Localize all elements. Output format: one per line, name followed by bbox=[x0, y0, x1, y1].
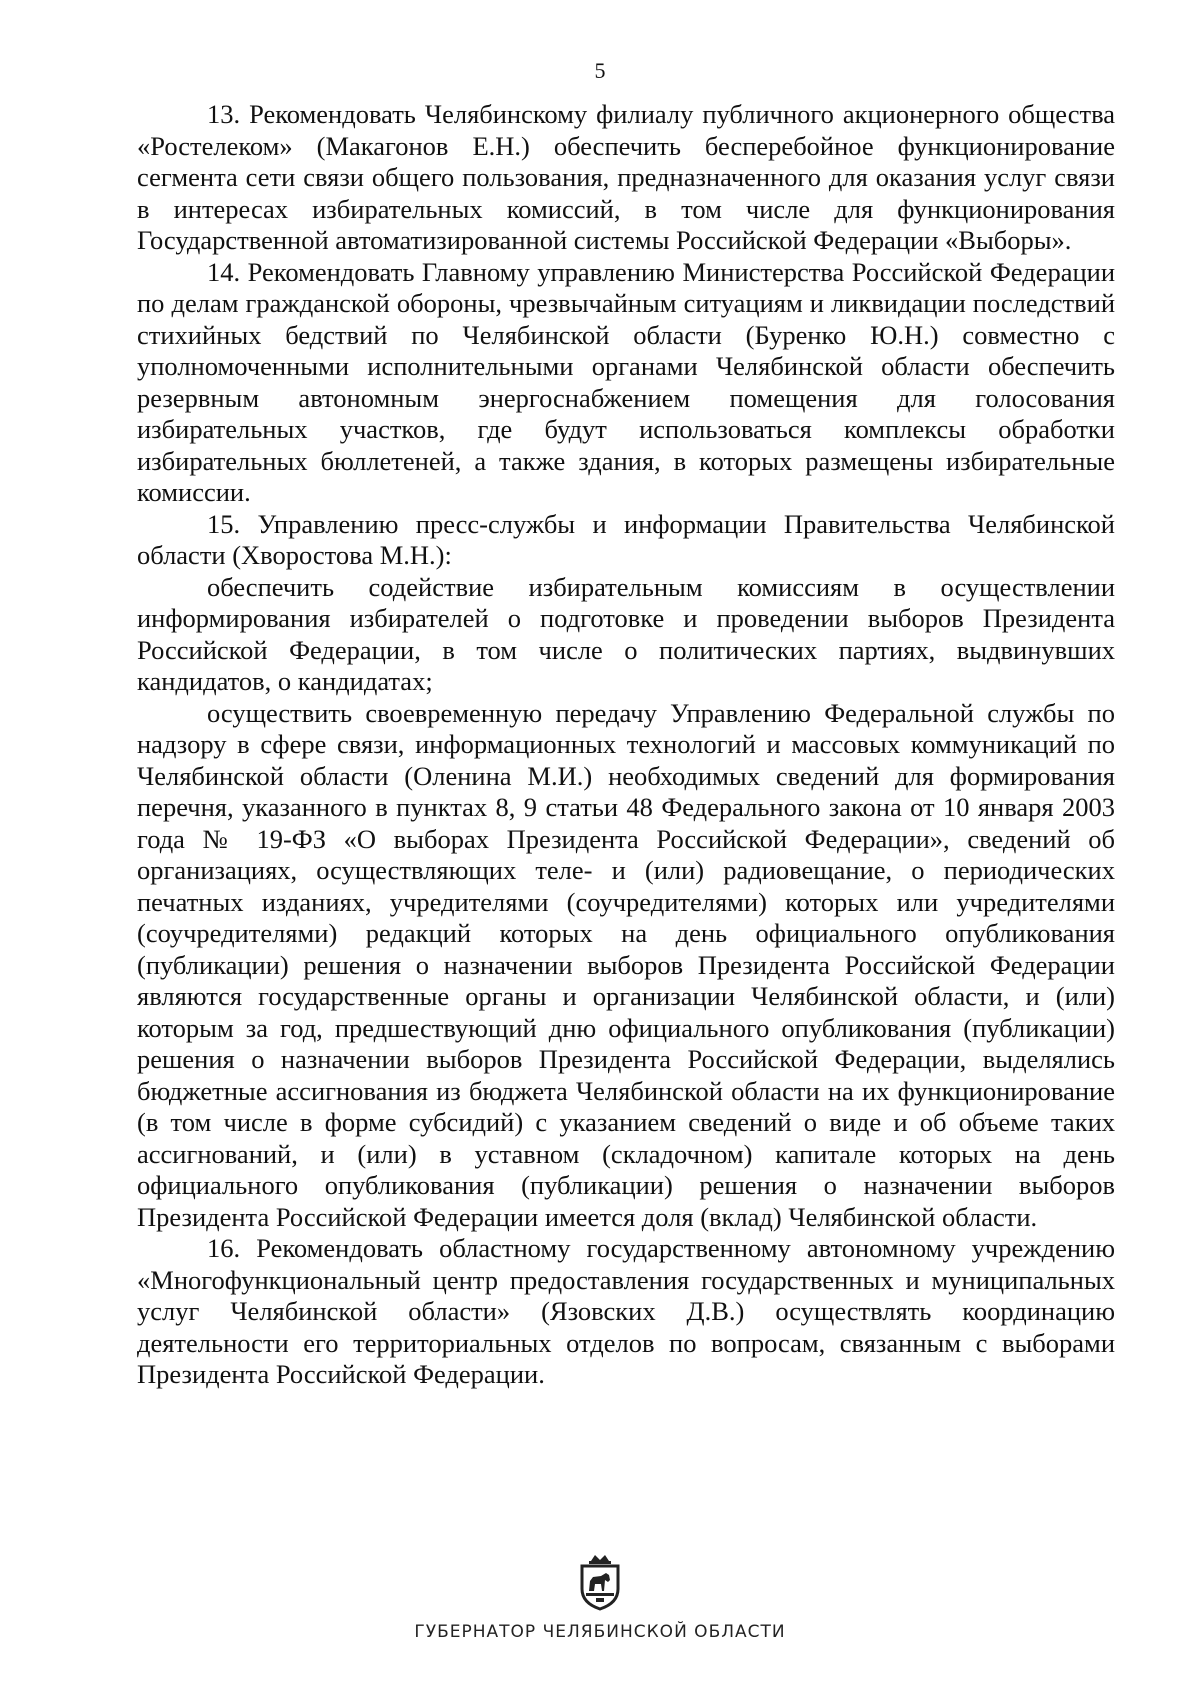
paragraph-14: 14. Рекомендовать Главному управлению Министерства Российской Федерации по делам гражданской обороны, чрезвычайным ситуациям и ликвидации последствий стихийных бедствий по Челябинской области (Буренко Ю.Н.) совместно с уполномоченными исполнительными органами Челябинской области обеспечить резервным автономным энергоснабжением помещения для голосования избирательных участков, где будут использоваться комплексы обработки избирательных бюллетеней, а также здания, в которых размещены избирательные комиссии. bbox=[137, 256, 1115, 507]
paragraph-15-item-2: осуществить своевременную передачу Управлению Федеральной службы по надзору в сфере связи, информационных технологий и массовых коммуникаций по Челябинской области (Оленина М.И.) необходимых сведений для формирования перечня, указанного в пунктах 8, 9 статьи 48 Федерального закона от 10 января 2003 года № 19-ФЗ «О выборах Президента Российской Федерации», сведений об организациях, осуществляющих теле- и (или) радиовещание, о периодических печатных изданиях, учредителями (соучредителями) которых или учредителями (соучредителями) редакций которых на день официального опубликования (публикации) решения о назначении выборов Президента Российской Федерации являются государственные органы и организации Челябинской области, и (или) которым за год, предшествующий дню официального опубликования (публикации) решения о назначении выборов Президента Российской Федерации, выделялись бюджетные ассигнования из бюджета Челябинской области на их функционирование (в том числе в форме субсидий) с указанием сведений о виде и об объеме таких ассигнований, и (или) в уставном (складочном) капитале которых на день официального опубликования (публикации) решения о назначении выборов Президента Российской Федерации имеется доля (вклад) Челябинской области. bbox=[137, 697, 1115, 1232]
paragraph-13: 13. Рекомендовать Челябинскому филиалу публичного акционерного общества «Ростелеком» (Макагонов Е.Н.) обеспечить бесперебойное функционирование сегмента сети связи общего пользования, предназначенного для оказания услуг связи в интересах избирательных комиссий, в том числе для функционирования Государственной автоматизированной системы Российской Федерации «Выборы». bbox=[137, 99, 1115, 255]
paragraph-15: 15. Управлению пресс-службы и информации Правительства Челябинской области (Хворостова М.Н.): bbox=[137, 508, 1115, 570]
governor-seal bbox=[0, 1553, 1200, 1642]
paragraph-16: 16. Рекомендовать областному государственному автономному учреждению «Многофункциональный центр предоставления государственных и муниципальных услуг Челябинской области» (Язовских Д.В.) осуществлять координацию деятельности его территориальных отделов по вопросам, связанным с выборами Президента Российской Федерации. bbox=[137, 1233, 1115, 1389]
coat-of-arms-icon bbox=[577, 1553, 623, 1611]
document-body bbox=[137, 99, 1115, 1391]
page-number: 5 bbox=[594, 58, 606, 83]
issuer-title: ГУБЕРНАТОР ЧЕЛЯБИНСКОЙ ОБЛАСТИ bbox=[414, 1622, 786, 1642]
paragraph-15-item-1: обеспечить содействие избирательным комиссиям в осуществлении информирования избирателей о подготовке и проведении выборов Президента Российской Федерации, в том числе о политических партиях, выдвинувших кандидатов, о кандидатах; bbox=[137, 571, 1115, 696]
